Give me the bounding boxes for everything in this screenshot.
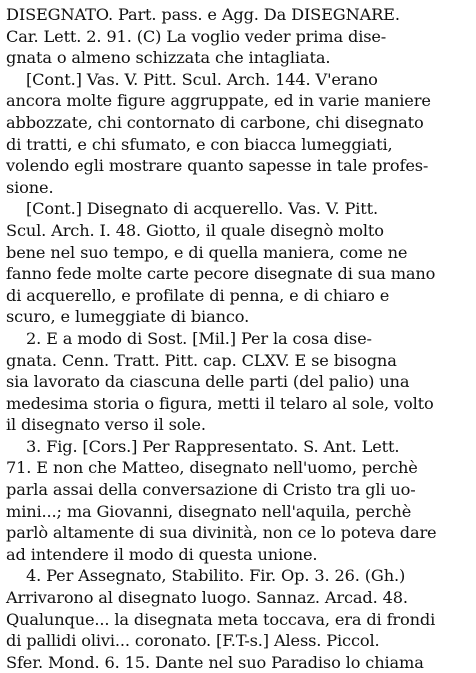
text-line: scuro, e lumeggiate di bianco. [6, 307, 250, 327]
text-line: bene nel suo tempo, e di quella maniera, come ne [6, 242, 408, 262]
entry-sense-3 [6, 436, 470, 566]
text-line: DISEGNATO. Part. pass. e Agg. Da DISEGNARE. [6, 5, 400, 24]
entry-vasari-1 [6, 69, 470, 199]
text-line: sia lavorato da ciascuna delle parti (del palio) una [6, 372, 410, 392]
text-line: di tratti, e chi sfumato, e con biacca lumeggiati, [6, 134, 393, 154]
text-line: ancora molte figure aggruppate, ed in varie maniere [6, 91, 431, 111]
text-line: parlò altamente di sua divinità, non ce lo poteva dare [6, 523, 437, 543]
text-line: gnata o almeno schizzata che intagliata. [6, 48, 331, 68]
entry-sense-4 [6, 565, 470, 673]
text-line: [Cont.] Disegnato di acquerello. Vas. V. Pitt. [6, 199, 378, 219]
text-line: Sfer. Mond. 6. 15. Dante nel suo Paradiso lo chiama [6, 652, 424, 672]
text-line: Scul. Arch. I. 48. Giotto, il quale disegnò molto [6, 220, 384, 240]
text-line: sione. [6, 177, 54, 197]
text-line: 71. E non che Matteo, disegnato nell'uomo, perchè [6, 458, 418, 478]
text-line: mini...; ma Giovanni, disegnato nell'aquila, perchè [6, 501, 412, 521]
text-line: volendo egli mostrare quanto sapesse in tale profes- [6, 156, 429, 176]
text-line: [Cont.] Vas. V. Pitt. Scul. Arch. 144. V'erano [6, 69, 378, 89]
text-line: Arrivarono al disegnato luogo. Sannaz. Arcad. 48. [6, 588, 408, 608]
text-line: 3. Fig. [Cors.] Per Rappresentato. S. Ant. Lett. [6, 436, 400, 456]
text-line: il disegnato verso il sole. [6, 415, 206, 435]
text-line: 2. E a modo di Sost. [Mil.] Per la cosa dise- [6, 328, 372, 348]
text-line: di pallidi olivi... coronato. [F.T-s.] Aless. Piccol. [6, 631, 380, 651]
text-line: Car. Lett. 2. 91. (C) La voglio veder prima dise- [6, 26, 387, 46]
entry-sense-2 [6, 328, 470, 436]
text-line: 4. Per Assegnato, Stabilito. Fir. Op. 3. 26. (Gh.) [6, 566, 406, 586]
text-line: medesima storia o figura, metti il telaro al sole, volto [6, 393, 434, 413]
text-line: fanno fede molte carte pecore disegnate di sua mano [6, 264, 436, 284]
text-line: Qualunque... la disegnata meta toccava, era di frondi [6, 609, 436, 629]
text-line: parla assai della conversazione di Cristo tra gli uo- [6, 480, 416, 500]
entry-vasari-2 [6, 198, 470, 328]
text-line: ad intendere il modo di questa unione. [6, 544, 318, 564]
entry-headword [6, 4, 470, 69]
text-line: gnata. Cenn. Tratt. Pitt. cap. CLXV. E se bisogna [6, 350, 397, 370]
text-line: di acquerello, e profilate di penna, e di chiaro e [6, 285, 390, 305]
text-line: abbozzate, chi contornato di carbone, chi disegnato [6, 112, 424, 132]
